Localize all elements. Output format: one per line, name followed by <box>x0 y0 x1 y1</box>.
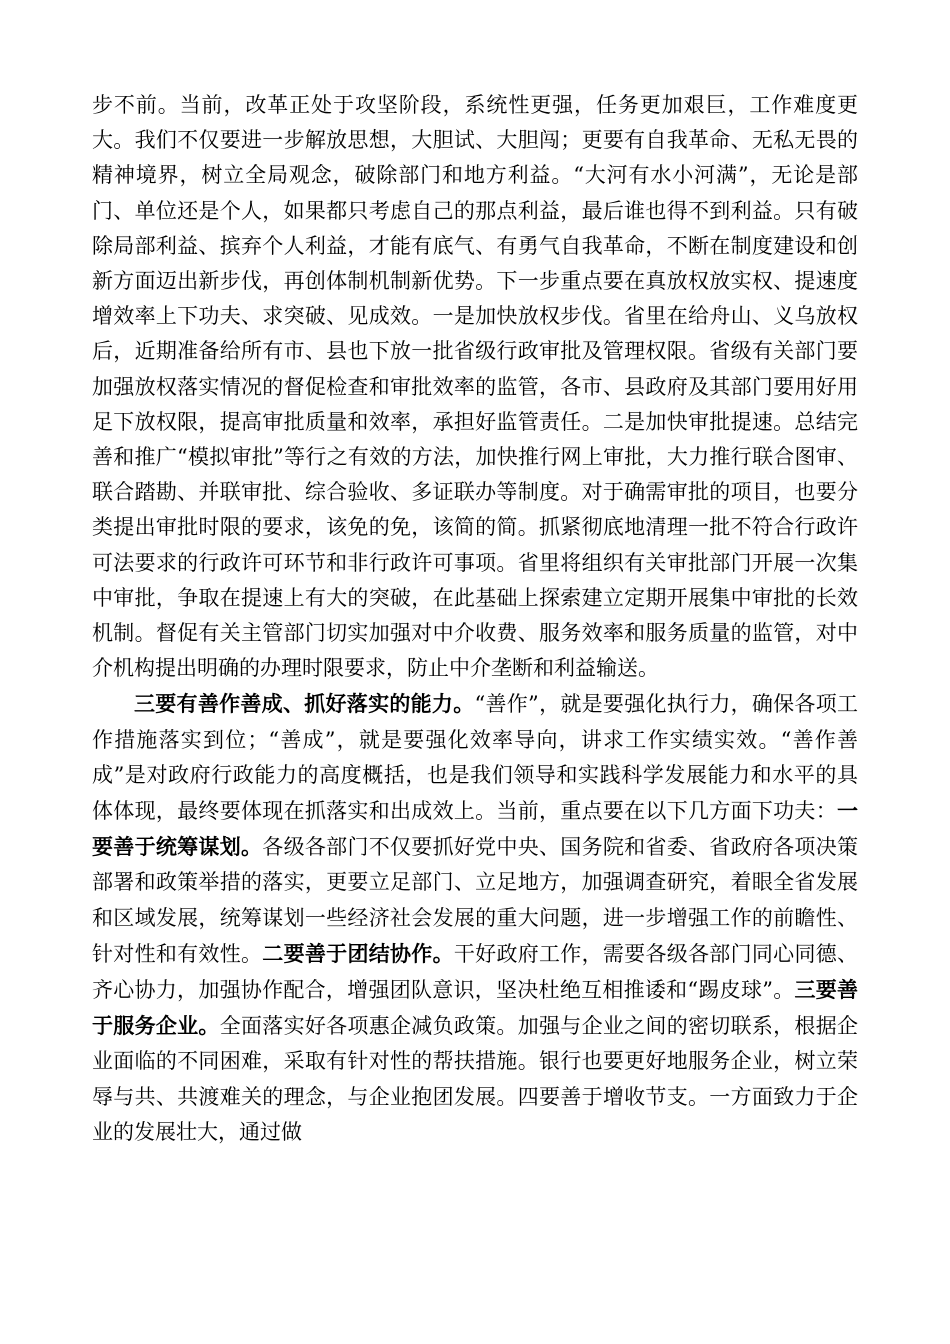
paragraph-2 <box>92 686 858 1150</box>
paragraph-2-text-d: 全面落实好各项惠企减负政策。加强与企业之间的密切联系，根据企业面临的不同困难，采取有针对性的帮扶措施。银行也要更好地服务企业，树立荣辱与共、共渡难关的理念，与企业抱团发展。四要善于增收节支。一方面致力于企业的发展壮大，通过做 <box>92 1014 859 1144</box>
paragraph-2-text-b: 各级各部门不仅要抓好党中央、国务院和省委、省政府各项决策部署和政策举措的落实，更要立足部门、立足地方，加强调查研究，着眼全省发展和区域发展，统筹谋划一些经济社会发展的重大问题，进一步增强工作的前瞻性、针对性和有效性。 <box>92 835 859 966</box>
document-page <box>92 88 858 1150</box>
paragraph-1-text: 步不前。当前，改革正处于攻坚阶段，系统性更强，任务更加艰巨，工作难度更大。我们不仅要进一步解放思想，大胆试、大胆闯；更要有自我革命、无私无畏的精神境界，树立全局观念，破除部门和地方利益。“大河有水小河满”，无论是部门、单位还是个人，如果都只考虑自己的那点利益，最后谁也得不到利益。只有破除局部利益、摈弃个人利益，才能有底气、有勇气自我革命，不断在制度建设和创新方面迈出新步伐，再创体制机制新优势。下一步重点要在真放权放实权、提速度增效率上下功夫、求突破、见成效。一是加快放权步伐。省里在给舟山、义乌放权后，近期准备给所有市、县也下放一批省级行政审批及管理权限。省级有关部门要加强放权落实情况的督促检查和审批效率的监管，各市、县政府及其部门要用好用足下放权限，提高审批质量和效率，承担好监管责任。二是加快审批提速。总结完善和推广“模拟审批”等行之有效的方法，加快推行网上审批，大力推行联合图审、联合踏勘、并联审批、综合验收、多证联办等制度。对于确需审批的项目，也要分类提出审批时限的要求，该免的免，该简的简。抓紧彻底地清理一批不符合行政许可法要求的行政许可环节和非行政许可事项。省里将组织有关审批部门开展一次集中审批，争取在提速上有大的突破，在此基础上探索建立定期开展集中审批的长效机制。督促有关主管部门切实加强对中介收费、服务效率和服务质量的监管，对中介机构提出明确的办理时限要求，防止中介垄断和利益输送。 <box>92 93 858 681</box>
paragraph-2-text-a: “善作”，就是要强化执行力，确保各项工作措施落实到位；“善成”，就是要强化效率导向，讲求工作实绩实效。“善作善成”是对政府行政能力的高度概括，也是我们领导和实践科学发展能力和水平的具体体现，最终要体现在抓落实和出成效上。当前，重点要在以下几方面下功夫： <box>92 692 858 824</box>
point-heading-two: 二要善于团结协作。 <box>262 940 454 966</box>
point-heading-three: 三要善于服务企业。 <box>92 977 859 1039</box>
paragraph-1 <box>92 88 858 686</box>
section-heading-three: 三要有善作善成、抓好落实的能力。 <box>134 691 475 717</box>
point-heading-one: 一要善于统筹谋划。 <box>92 798 858 860</box>
paragraph-2-text-c: 干好政府工作，需要各级各部门同心同德、齐心协力，加强协作配合，增强团队意识，坚决杜绝互相推诿和“踢皮球”。 <box>92 941 859 1003</box>
